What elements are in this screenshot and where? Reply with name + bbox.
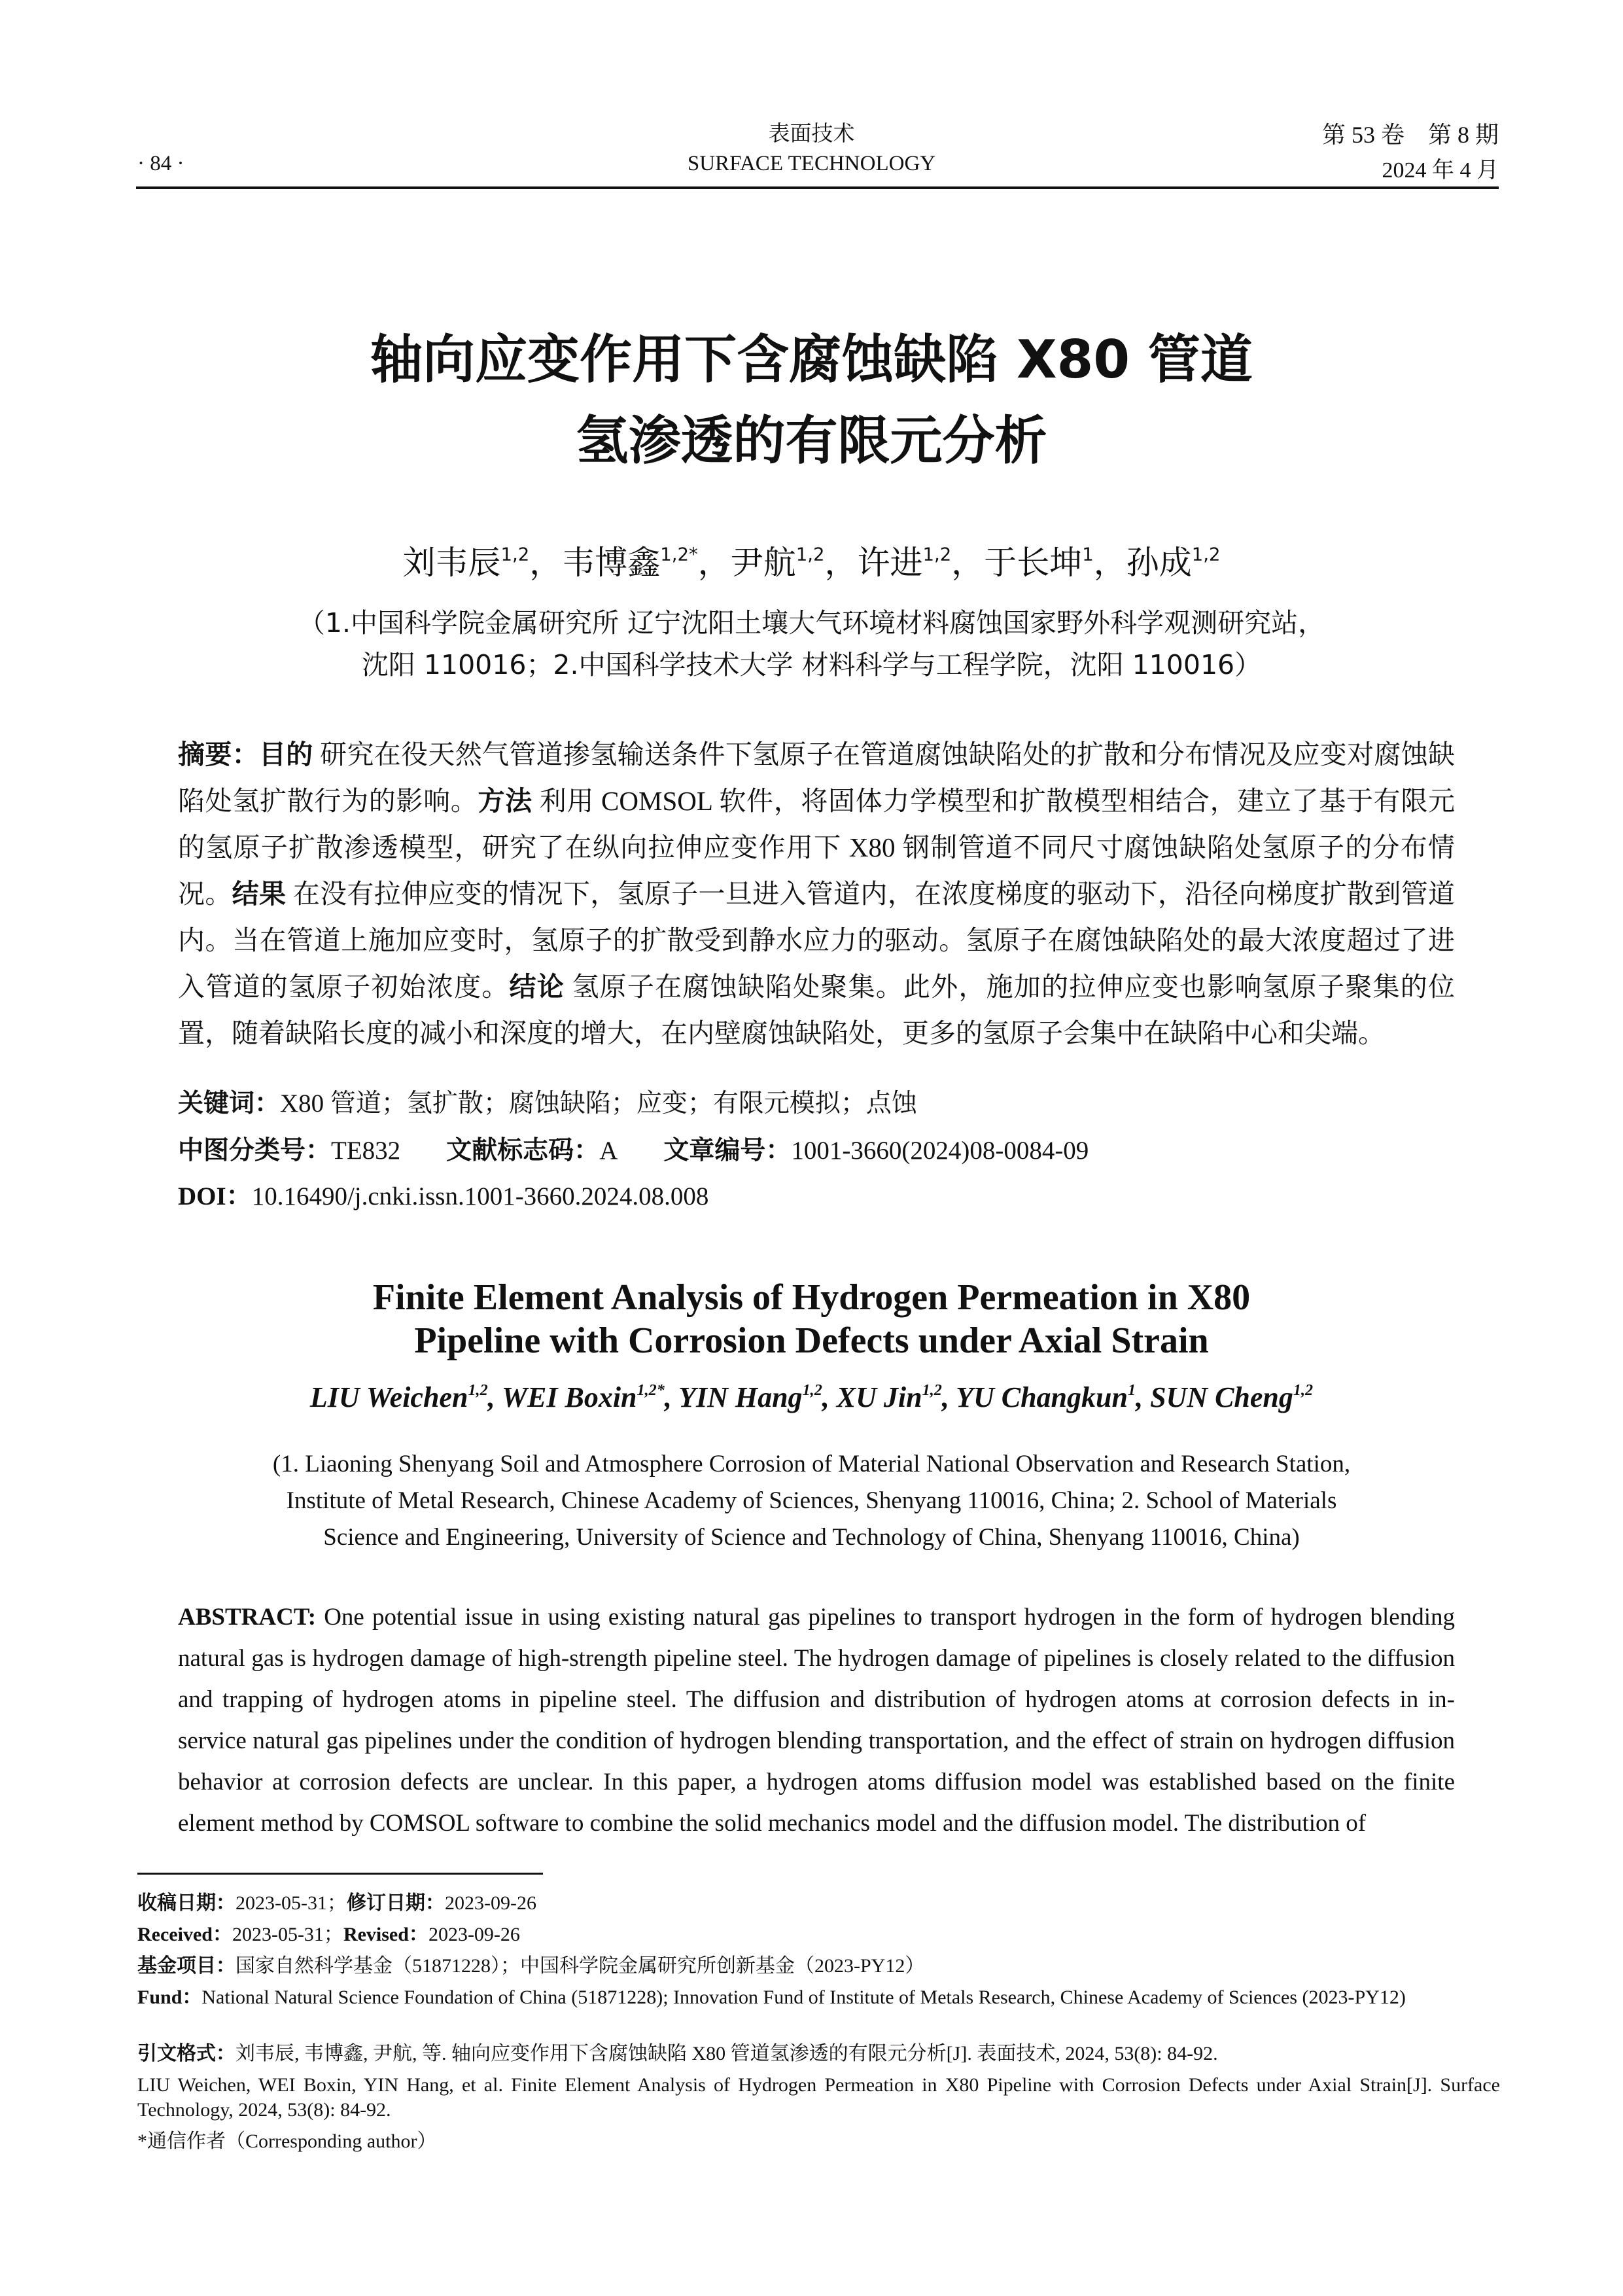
fund-cn-value: 国家自然科学基金（51871228）；中国科学院金属研究所创新基金（2023-PY12）	[236, 1955, 925, 1977]
fund-en-value: National Natural Science Foundation of China (51871228); Innovation Fund of Institute of Metals Research, Chinese Academy of Sciences (2023-PY12)	[201, 1987, 1406, 2008]
title-en-line1: Finite Element Analysis of Hydrogen Permeation in X80	[372, 1277, 1251, 1318]
affiliation-cn-line1: （1.中国科学院金属研究所 辽宁沈阳土壤大气环境材料腐蚀国家野外科学观测研究站，	[298, 607, 1325, 639]
header-rule	[136, 186, 1499, 189]
abstract-en-text: One potential issue in using existing natural gas pipelines to transport hydrogen in the form of hydrogen blending natural gas is hydrogen damage of high-strength pipeline steel. The hydrogen damage of pipelines is closely related to the diffusion and trapping of hydrogen atoms in pipeline steel. The diffusion and distribution of hydrogen atoms at corrosion defects in in-service natural gas pipelines under the condition of hydrogen blending transportation, and the effect of strain on hydrogen diffusion behavior at corrosion defects are unclear. In this paper, a hydrogen atoms diffusion model was established based on the finite element method by COMSOL software to combine the solid mechanics model and the diffusion model. The distribution of	[178, 1604, 1455, 1837]
footnote-corresponding: *通信作者（Corresponding author）	[137, 2130, 437, 2152]
method-text: 利用 COMSOL 软件，将固体力学模型和扩散模型相结合，建立了基于有限元的氢原子扩散渗透模型，研究了在纵向拉伸应变作用下 X80 钢制管道不同尺寸腐蚀缺陷处氢原子的分布情况。	[178, 786, 1456, 909]
author-cn: 刘韦辰$^{1,2}$，	[402, 544, 563, 582]
author-cn: 于长坤$^1$，	[984, 544, 1126, 582]
title-en-line2: Pipeline with Corrosion Defects under Axial Strain	[414, 1320, 1209, 1361]
doi-value[interactable]: 10.16490/j.cnki.issn.1001-3660.2024.08.008	[251, 1182, 709, 1210]
affiliation-en	[0, 1446, 1623, 1556]
footnote-fund-cn	[137, 1954, 1500, 1979]
footnote-rule	[137, 1873, 543, 1875]
result-label: 结果	[232, 879, 287, 909]
classification-line	[178, 1130, 1455, 1167]
revised-cn-label: 修订日期：	[346, 1892, 445, 1915]
doi-label: DOI：	[178, 1182, 252, 1210]
purpose-label: 目的	[258, 739, 313, 769]
author-cn: 韦博鑫$^{1,2*}$，	[562, 544, 731, 582]
keywords-text: X80 管道；氢扩散；腐蚀缺陷；应变；有限元模拟；点蚀	[280, 1089, 917, 1118]
affiliation-cn-line2: 沈阳 110016；2.中国科学技术大学 材料科学与工程学院，沈阳 110016）	[361, 649, 1262, 680]
abstract-en-label: ABSTRACT:	[178, 1604, 317, 1631]
author-cn: 孙成$^{1,2}$	[1126, 544, 1221, 582]
author-en: YIN Hang$^{1,2}$,	[678, 1381, 837, 1413]
journal-name-en: SURFACE TECHNOLOGY	[687, 152, 936, 175]
volume-issue: 第 53 卷 第 8 期	[1321, 122, 1499, 148]
journal-name-cn: 表面技术	[768, 120, 855, 146]
affiliation-cn	[0, 602, 1623, 686]
title-en	[0, 1276, 1623, 1362]
author-cn: 许进$^{1,2}$，	[857, 544, 985, 582]
cite-cn-value: 刘韦辰, 韦博鑫, 尹航, 等. 轴向应变作用下含腐蚀缺陷 X80 管道氢渗透的有限元分析[J]. 表面技术, 2024, 53(8): 84-92.	[236, 2043, 1218, 2064]
doc-code-label: 文献标志码：	[446, 1136, 600, 1165]
article-no-label: 文章编号：	[663, 1136, 792, 1165]
method-label: 方法	[478, 786, 532, 816]
page-number: · 84 ·	[137, 152, 184, 175]
received-cn-value: 2023-05-31；	[236, 1892, 347, 1914]
author-en: SUN Cheng$^{1,2}$	[1150, 1381, 1314, 1413]
revised-cn-value: 2023-09-26	[444, 1892, 536, 1914]
affiliation-en-line1: (1. Liaoning Shenyang Soil and Atmosphere Corrosion of Material National Observation and Research Station,	[272, 1451, 1351, 1477]
cite-cn-label: 引文格式：	[137, 2042, 236, 2065]
authors-cn	[0, 537, 1623, 584]
received-cn-label: 收稿日期：	[137, 1892, 236, 1915]
affiliation-en-line2: Institute of Metal Research, Chinese Academy of Sciences, Shenyang 110016, China; 2. School of Materials	[286, 1487, 1337, 1514]
author-en: YU Changkun$^1$,	[956, 1381, 1151, 1413]
author-cn: 尹航$^{1,2}$，	[730, 544, 858, 582]
author-en: XU Jin$^{1,2}$,	[836, 1381, 956, 1413]
title-cn	[0, 319, 1623, 482]
received-en-value: 2023-05-31；	[232, 1924, 343, 1945]
revised-en-value: 2023-09-26	[428, 1924, 520, 1945]
fund-cn-label: 基金项目：	[137, 1954, 236, 1977]
footnote-received-cn	[137, 1891, 1500, 1916]
purpose-text: 研究在役天然气管道掺氢输送条件下氢原子在管道腐蚀缺陷处的扩散和分布情况及应变对腐蚀缺陷处氢扩散行为的影响。	[178, 739, 1456, 816]
author-en: LIU Weichen$^{1,2}$,	[309, 1381, 502, 1413]
abstract-cn-label: 摘要：	[178, 739, 259, 770]
title-cn-line1: 轴向应变作用下含腐蚀缺陷 X80 管道	[370, 329, 1253, 390]
clc-label: 中图分类号：	[178, 1136, 332, 1165]
fund-en-label: Fund：	[137, 1987, 202, 2008]
clc-value: TE832	[331, 1137, 401, 1165]
affiliation-en-line3: Science and Engineering, University of Science and Technology of China, Shenyang 110016, China)	[323, 1524, 1300, 1551]
author-en: WEI Boxin$^{1,2*}$,	[501, 1381, 679, 1413]
footnote-cite-cn	[137, 2041, 1500, 2066]
abstract-en	[178, 1597, 1455, 1844]
footnote-cite-en: LIU Weichen, WEI Boxin, YIN Hang, et al. Finite Element Analysis of Hydrogen Permeation in X80 Pipeline with Corrosion Defects under Axial Strain[J]. Surface Technology, 2024, 53(8): 84-92.	[137, 2074, 1500, 2121]
keywords-label: 关键词：	[178, 1089, 281, 1118]
doi-line	[178, 1176, 1455, 1212]
article-no-value: 1001-3660(2024)08-0084-09	[791, 1137, 1089, 1165]
conclusion-text: 氢原子在腐蚀缺陷处聚集。此外，施加的拉伸应变也影响氢原子聚集的位置，随着缺陷长度的减小和深度的增大，在内壁腐蚀缺陷处，更多的氢原子会集中在缺陷中心和尖端。	[178, 972, 1456, 1048]
authors-en	[0, 1381, 1623, 1414]
doc-code-value: A	[599, 1137, 618, 1165]
received-en-label: Received：	[137, 1924, 232, 1945]
result-text: 在没有拉伸应变的情况下，氢原子一旦进入管道内，在浓度梯度的驱动下，沿径向梯度扩散到管道内。当在管道上施加应变时，氢原子的扩散受到静水应力的驱动。氢原子在腐蚀缺陷处的最大浓度超过了进入管道的氢原子初始浓度。	[178, 879, 1456, 1002]
footnote-received-en	[137, 1922, 1500, 1947]
title-cn-line2: 氢渗透的有限元分析	[576, 410, 1047, 471]
revised-en-label: Revised：	[343, 1924, 428, 1945]
abstract-cn	[178, 732, 1455, 1057]
keywords-cn	[178, 1083, 1455, 1120]
footnote-fund-en	[137, 1985, 1500, 2010]
issue-date: 2024 年 4 月	[1382, 158, 1499, 183]
conclusion-label: 结论	[509, 972, 565, 1002]
